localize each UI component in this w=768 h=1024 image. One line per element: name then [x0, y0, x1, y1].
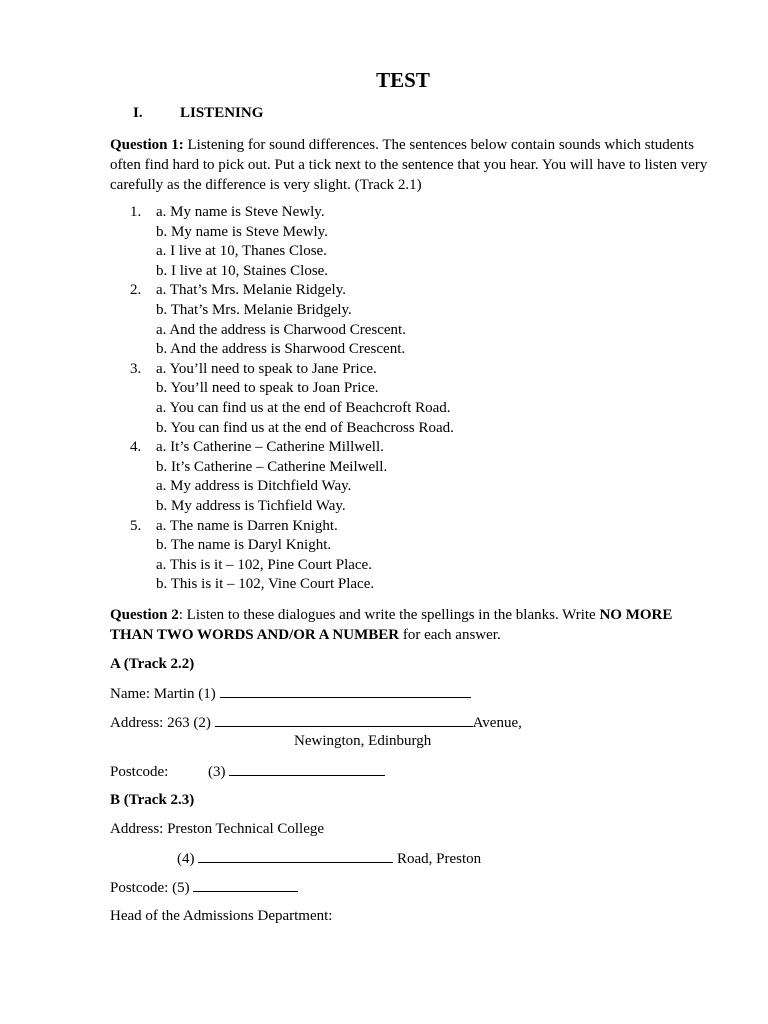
postcode-b-label: Postcode: (5)	[110, 880, 194, 896]
admissions-head-label: Head of the Admissions Department:	[110, 908, 333, 924]
item-number: 1.	[130, 204, 142, 220]
answer-blank-1[interactable]	[220, 683, 471, 698]
sentence-option: b. I live at 10, Staines Close.	[156, 262, 329, 279]
list-item	[130, 360, 454, 438]
answer-blank-5[interactable]	[193, 877, 298, 892]
sentence-option: b. That’s Mrs. Melanie Bridgely.	[156, 301, 352, 318]
name-label: Name: Martin (1)	[110, 686, 220, 702]
sentence-option: a. This is it – 102, Pine Court Place.	[156, 556, 372, 573]
postcode-row-b	[110, 877, 298, 898]
sentence-option: a. And the address is Charwood Crescent.	[156, 321, 406, 338]
question-2-text-end: for each answer.	[399, 627, 501, 643]
answer-blank-2[interactable]	[215, 712, 473, 727]
sentence-option: a. The name is Darren Knight.	[156, 517, 338, 534]
sentence-option: a. That’s Mrs. Melanie Ridgely.	[156, 282, 346, 299]
sentence-list	[130, 203, 454, 595]
list-item	[130, 203, 454, 281]
part-b-heading: B (Track 2.3)	[110, 792, 195, 808]
address-suffix: Avenue,	[472, 715, 522, 731]
list-item	[130, 438, 454, 516]
page-title: TEST	[376, 68, 430, 92]
sentence-option: a. You can find us at the end of Beachcroft Road.	[156, 399, 451, 416]
item-number: 2.	[130, 282, 142, 299]
question-2-emphasis: NO MORE THAN TWO WORDS AND/OR A NUMBER	[110, 607, 673, 643]
sentence-option: a. My address is Ditchfield Way.	[156, 478, 352, 495]
address-row	[110, 712, 522, 733]
section-label: LISTENING	[180, 105, 264, 121]
sentence-option: a. It’s Catherine – Catherine Millwell.	[156, 439, 384, 456]
road-row	[177, 848, 481, 869]
postcode-label: Postcode:	[110, 764, 169, 780]
address-label: Address: 263 (2)	[110, 715, 215, 731]
postcode-row-a	[110, 761, 385, 782]
sentence-option: b. And the address is Sharwood Crescent.	[156, 341, 406, 358]
list-item	[130, 517, 454, 595]
question-2-label: Question 2	[110, 607, 179, 623]
question-1	[110, 135, 710, 195]
question-2	[110, 605, 710, 645]
sentence-option: b. The name is Daryl Knight.	[156, 537, 332, 554]
item-number: 4.	[130, 439, 142, 456]
name-row	[110, 683, 471, 704]
sentence-option: b. You can find us at the end of Beachcross Road.	[156, 419, 454, 436]
sentence-option: b. It’s Catherine – Catherine Meilwell.	[156, 458, 388, 475]
sentence-option: a. You’ll need to speak to Jane Price.	[156, 360, 377, 377]
part-a-heading: A (Track 2.2)	[110, 656, 195, 672]
item-number: 5.	[130, 517, 142, 534]
section-number: I.	[133, 105, 143, 121]
item-number: 3.	[130, 360, 142, 377]
sentence-option: b. This is it – 102, Vine Court Place.	[156, 576, 375, 593]
address-line-2: Newington, Edinburgh	[294, 733, 432, 749]
answer-blank-4[interactable]	[198, 848, 393, 863]
road-suffix: Road, Preston	[393, 851, 482, 867]
college-address: Address: Preston Technical College	[110, 821, 325, 837]
question-1-label: Question 1:	[110, 137, 184, 153]
section-heading	[133, 105, 263, 122]
blank-4-number: (4)	[177, 851, 199, 867]
answer-blank-3[interactable]	[229, 761, 385, 776]
postcode-number: (3)	[208, 764, 230, 780]
question-2-text: : Listen to these dialogues and write the spellings in the blanks. Write	[178, 607, 600, 623]
sentence-option: b. You’ll need to speak to Joan Price.	[156, 380, 379, 397]
sentence-option: b. My name is Steve Mewly.	[156, 223, 328, 240]
sentence-option: b. My address is Tichfield Way.	[156, 497, 346, 514]
sentence-option: a. I live at 10, Thanes Close.	[156, 243, 327, 260]
list-item	[130, 281, 454, 359]
question-1-text: Listening for sound differences. The sentences below contain sounds which students often find hard to pick out. Put a tick next to the sentence that you hear. You will have to listen very carefully as the difference is very slight. (Track 2.1)	[110, 137, 708, 193]
sentence-option: a. My name is Steve Newly.	[156, 204, 325, 220]
